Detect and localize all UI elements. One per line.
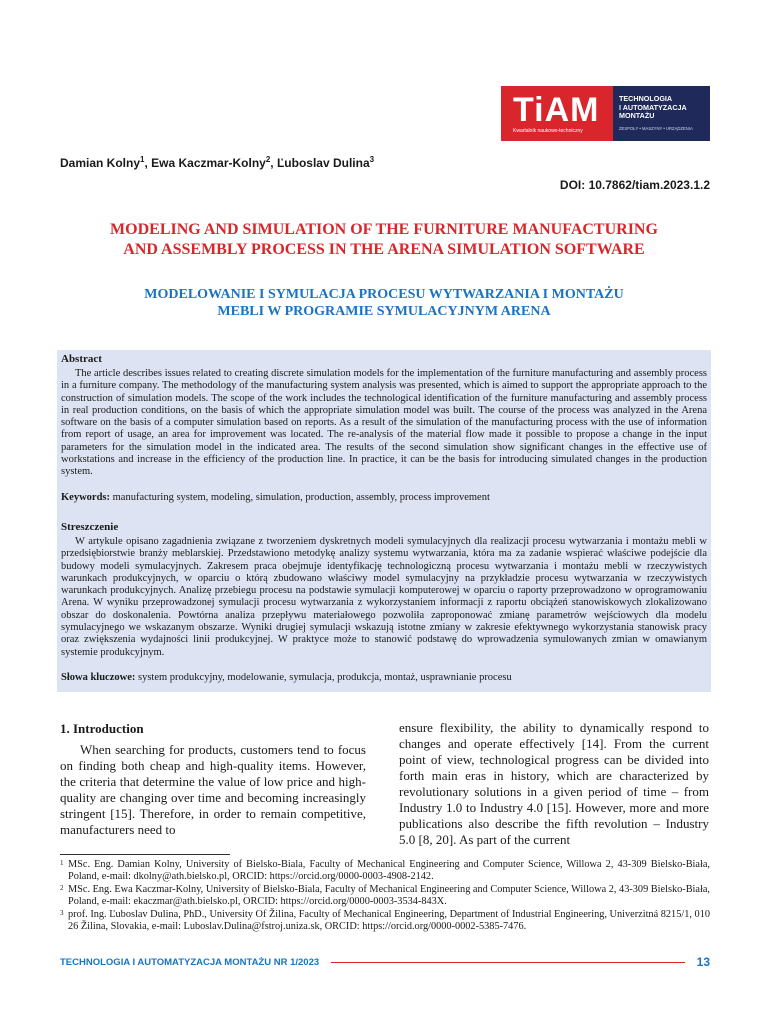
footnote-number: 3 xyxy=(60,909,64,917)
title-english-line-2: AND ASSEMBLY PROCESS IN THE ARENA SIMULATION SOFTWARE xyxy=(123,241,645,258)
author-name: Ewa Kaczmar-Kolny xyxy=(151,156,266,170)
logo-mark: TiAM xyxy=(513,91,600,129)
journal-logo xyxy=(501,86,710,141)
footnote-text: MSc. Eng. Damian Kolny, University of Bielsko-Biala, Faculty of Mechanical Engineering and Computer Science, Willowa 2, 43-309 Bielsko-Biała, Poland, e-mail: dkolny@ath.bielsko.pl, ORCID: https://orcid.org/0000-0003-4908-2142. xyxy=(68,859,710,882)
abstract-text: The article describes issues related to creating discrete simulation models for the implementation of the furniture manufacturing and assembly process in a furniture company. The methodology of the manufacturing system analysis was presented, which is aimed to support the appropriate approach to the construction of simulation models. The scope of the work includes the technological identification of the furniture manufacturing and assembly process in real production conditions, on the basis of which the appropriate simulation model was built. The course of the process was analyzed in the Arena software on the basis of a computer simulation based on reports. As a result of the simulation of the manufacturing process with the use of information from report of usage, an area for improvement was located. The re-analysis of the material flow made it possible to propose a change in the input parameters for the simulation model in the indicated area. The results of the second simulation show significant changes in the effective use of workstations and increase in the efficiency of the production line. In practice, it can be the basis for introducing simulated changes in the production system. xyxy=(61,368,707,478)
footnote xyxy=(60,884,710,908)
footnote xyxy=(60,909,710,933)
abstract-box xyxy=(57,350,711,692)
footnote-rule xyxy=(60,854,230,855)
logo-title-line-3: MONTAŻU xyxy=(619,111,655,120)
abstract-heading: Abstract xyxy=(61,353,102,365)
keywords-label: Słowa kluczowe: xyxy=(61,672,136,683)
logo-title-line-2: I AUTOMATYZACJA xyxy=(619,102,687,112)
footnote-text: prof. Ing. Ľuboslav Dulina, PhD., University Of Žilina, Faculty of Mechanical Engineering, Department of Industrial Engineering, Univerzitná 8215/1, 010 26 Žilina, Slovakia, e-mail: Luboslav.Dulina@fstroj.uniza.sk, ORCID: https://orcid.org/0000-0002-5385-7476. xyxy=(68,909,710,932)
keywords-label: Keywords: xyxy=(61,492,110,503)
streszczenie-heading: Streszczenie xyxy=(61,521,119,533)
logo-title-line-1: TECHNOLOGIA xyxy=(619,94,673,103)
doi: DOI: 10.7862/tiam.2023.1.2 xyxy=(559,178,710,192)
footnote-number: 1 xyxy=(60,859,64,867)
title-english xyxy=(40,220,728,260)
logo-navy-block xyxy=(613,86,710,141)
page-number: 13 xyxy=(696,955,710,969)
logo-red-block xyxy=(501,86,613,141)
author-affil-mark: 2 xyxy=(265,155,271,164)
logo-subtitle: ZESPOŁY • MASZYNY • URZĄDZENIA xyxy=(619,126,693,131)
body-paragraph: ensure flexibility, the ability to dynamically respond to changes and operate effectively [14]. From the current point of view, technological progress can be divided into forth main eras in history, which are characterized by revolutionary solutions in a given period of time – from Industry 1.0 to Industry 4.0 [15]. However, more and more publications also describe the fifth revolution – Industry 5.0 [8, 20]. As part of the current xyxy=(399,720,709,847)
footer-rule xyxy=(331,962,684,963)
author-name: Ľuboslav Dulina xyxy=(276,156,370,170)
logo-subtext: Kwartalnik naukowo-techniczny xyxy=(513,128,583,134)
author-name: Damian Kolny xyxy=(60,156,141,170)
keywords-text: system produkcyjny, modelowanie, symulacja, produkcja, montaż, usprawnianie procesu xyxy=(138,672,512,683)
title-polish-line-2: MEBLI W PROGRAMIE SYMULACYJNYM ARENA xyxy=(217,304,551,319)
streszczenie-keywords xyxy=(61,672,707,684)
title-polish xyxy=(60,286,708,320)
page-footer xyxy=(60,954,710,970)
streszczenie-text: W artykule opisano zagadnienia związane z tworzeniem dyskretnych modeli symulacyjnych dla realizacji procesu wytwarzania i montażu mebli w przedsiębiorstwie branży meblarskiej. Przedstawiono metodykę analizy systemu wytwarzania, która ma za zadanie wspierać właściwe podejście dla budowy modeli symulacyjnych. Zakresem praca obejmuje identyfikację technologiczną procesu wytwarzania i montażu mebli w rzeczywistych warunkach produkcyjnych, w oparciu o którą zbudowano właściwy model symulacyjny na przykładzie procesu wytwarzania w rzeczywistych warunkach produkcyjnych. Analizę przebiegu procesu na podstawie symulacji komputerowej w oparciu o raporty przeprowadzono w oprogramowaniu Arena. W wyniku przeprowadzonej symulacji procesu wytwarzania z wykorzystaniem informacji z raportu obciążeń stanowiskowych zlokalizowano obszar do doskonalenia. Powtórna analiza przepływu materiałowego pozwoliła zaproponować zmianę parametrów wejściowych dla modelu symulacyjnego we wskazanym obszarze. Wyniki drugiej symulacji wskazują istotne zmiany w zakresie efektywnego wykorzystania stanowisk pracy oraz zwiększenia wydajności linii produkcyjnej. W praktyce może to stanowić podstawę do wprowadzenia symulowanych zmian w omawianym systemie produkcyjnym. xyxy=(61,536,707,658)
title-polish-line-1: MODELOWANIE I SYMULACJA PROCESU WYTWARZANIA I MONTAŻU xyxy=(144,287,624,302)
abstract-keywords xyxy=(61,492,707,504)
footer-journal-name: TECHNOLOGIA I AUTOMATYZACJA MONTAŻU NR 1/2023 xyxy=(60,956,320,968)
body-paragraph: When searching for products, customers tend to focus on finding both cheap and high-quality items. However, the criteria that determine the value of low price and high-quality are changing over time and becoming increasingly stringent [15]. Therefore, in order to remain competitive, manufacturers need to xyxy=(60,742,366,837)
author-affil-mark: 1 xyxy=(140,155,145,164)
body-column-left xyxy=(60,720,366,838)
keywords-text: manufacturing system, modeling, simulation, production, assembly, process improvement xyxy=(112,492,490,503)
section-heading: 1. Introduction xyxy=(60,721,144,736)
footnote xyxy=(60,859,710,883)
logo-title xyxy=(619,95,687,121)
author-affil-mark: 3 xyxy=(369,155,375,164)
footnotes xyxy=(60,859,710,934)
body-column-right xyxy=(399,720,709,848)
footnote-number: 2 xyxy=(60,884,64,892)
title-english-line-1: MODELING AND SIMULATION OF THE FURNITURE MANUFACTURING xyxy=(110,221,658,238)
footnote-text: MSc. Eng. Ewa Kaczmar-Kolny, University of Bielsko-Biala, Faculty of Mechanical Engineering and Computer Science, Willowa 2, 43-309 Bielsko-Biała, Poland, e-mail: ekaczmar@ath.bielsko.pl, ORCID: https://orcid.org/0000-0003-3534-843X. xyxy=(68,884,710,907)
authors-line: Damian Kolny$^1$, Ewa Kaczmar-Kolny$^2$, Ľuboslav Dulina$^3$ xyxy=(60,155,375,170)
